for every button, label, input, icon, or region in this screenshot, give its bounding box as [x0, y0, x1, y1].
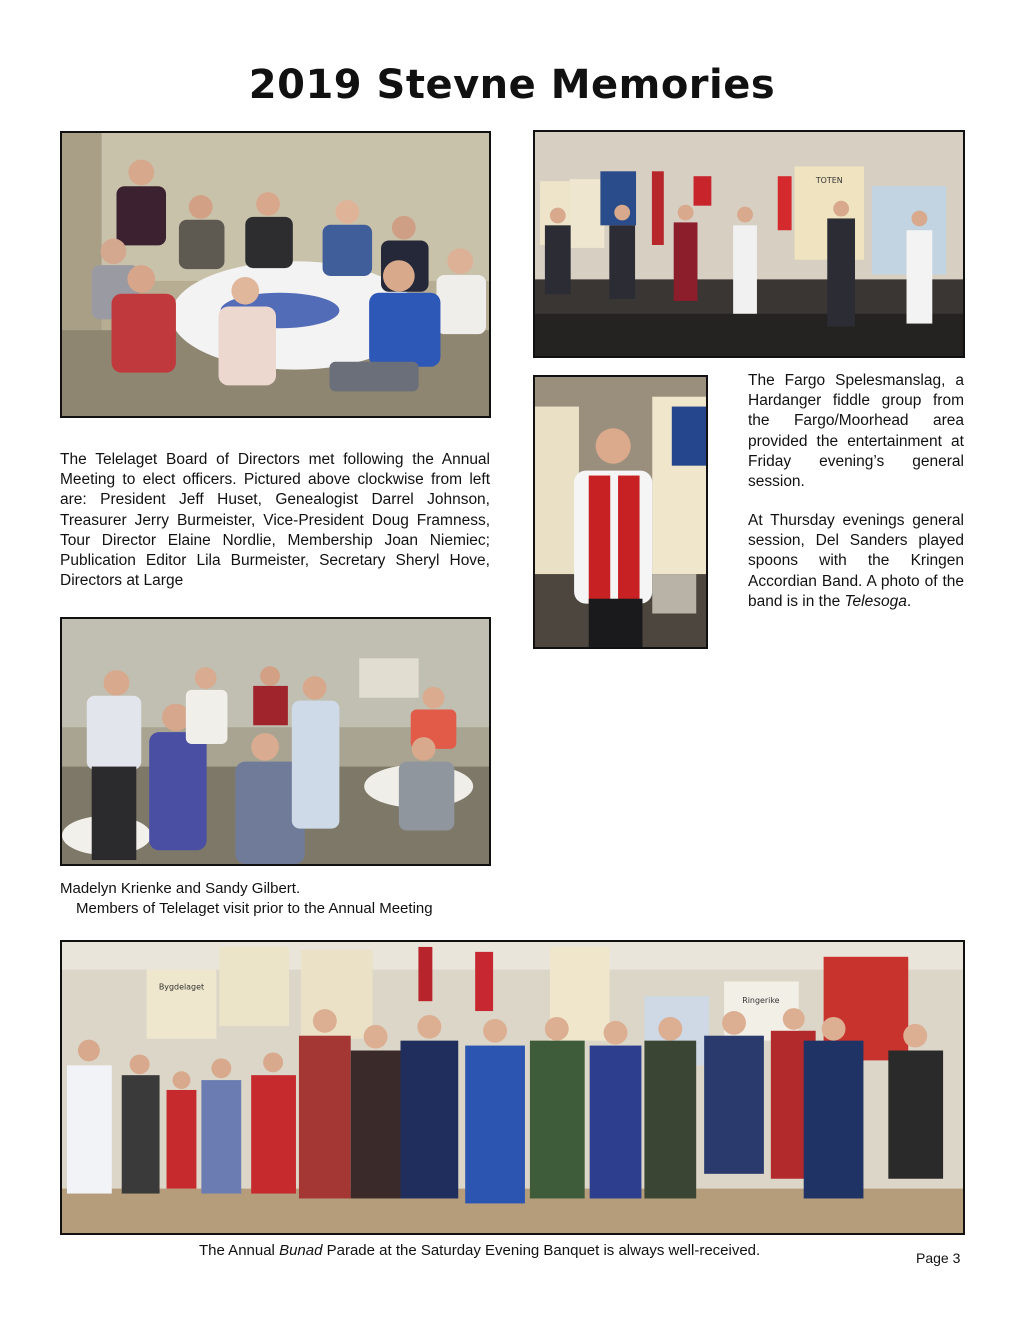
bunad-word: Bunad	[279, 1242, 323, 1259]
telesoga-title: Telesoga	[844, 592, 907, 610]
page-number: Page 3	[916, 1250, 961, 1266]
spoons-caption-end: .	[906, 592, 912, 610]
visit-caption-line1: Madelyn Krienke and Sandy Gilbert.	[60, 880, 301, 897]
fiddle-caption: The Fargo Spelesmanslag, a Hardanger fiddle group from the Fargo/Moorhead area provided the entertainment at Friday evening’s general session.	[748, 372, 964, 491]
page-title: 2019 Stevne Memories	[248, 62, 776, 108]
spoons-caption-text: At Thursday evenings general session, Del Sanders played spoons with the Kringen Accordian Band. A photo of the band is in the	[748, 512, 964, 610]
parade-caption-end: Parade at the Saturday Evening Banquet is always well-received.	[322, 1242, 761, 1259]
board-photo	[60, 131, 491, 418]
fiddle-group-photo	[533, 130, 965, 358]
spoons-caption	[748, 511, 964, 612]
board-caption: The Telelaget Board of Directors met following the Annual Meeting to elect officers. Pictured above clockwise from left are: President Jeff Huset, Genealogist Darrel Johnson, Treasurer Jerry Burmeister, Vice-President Doug Framness, Tour Director Elaine Nordlie, Membership Joan Niemiec; Publication Editor Lila Burmeister, Secretary Sheryl Hove, Directors at Large	[60, 451, 490, 590]
totten-banner-label: TOTEN	[815, 176, 843, 186]
parade-caption-text: The Annual	[199, 1242, 280, 1259]
parade-caption	[199, 1242, 760, 1259]
bygdelaget-banner-label: Bygdelaget	[158, 982, 205, 992]
ringerike-banner-label: Ringerike	[742, 996, 780, 1006]
members-visit-photo	[60, 617, 491, 866]
visit-caption-line2: Members of Telelaget visit prior to the Annual Meeting	[76, 900, 433, 917]
bunad-parade-photo	[60, 940, 965, 1235]
spoons-player-photo	[533, 375, 708, 649]
